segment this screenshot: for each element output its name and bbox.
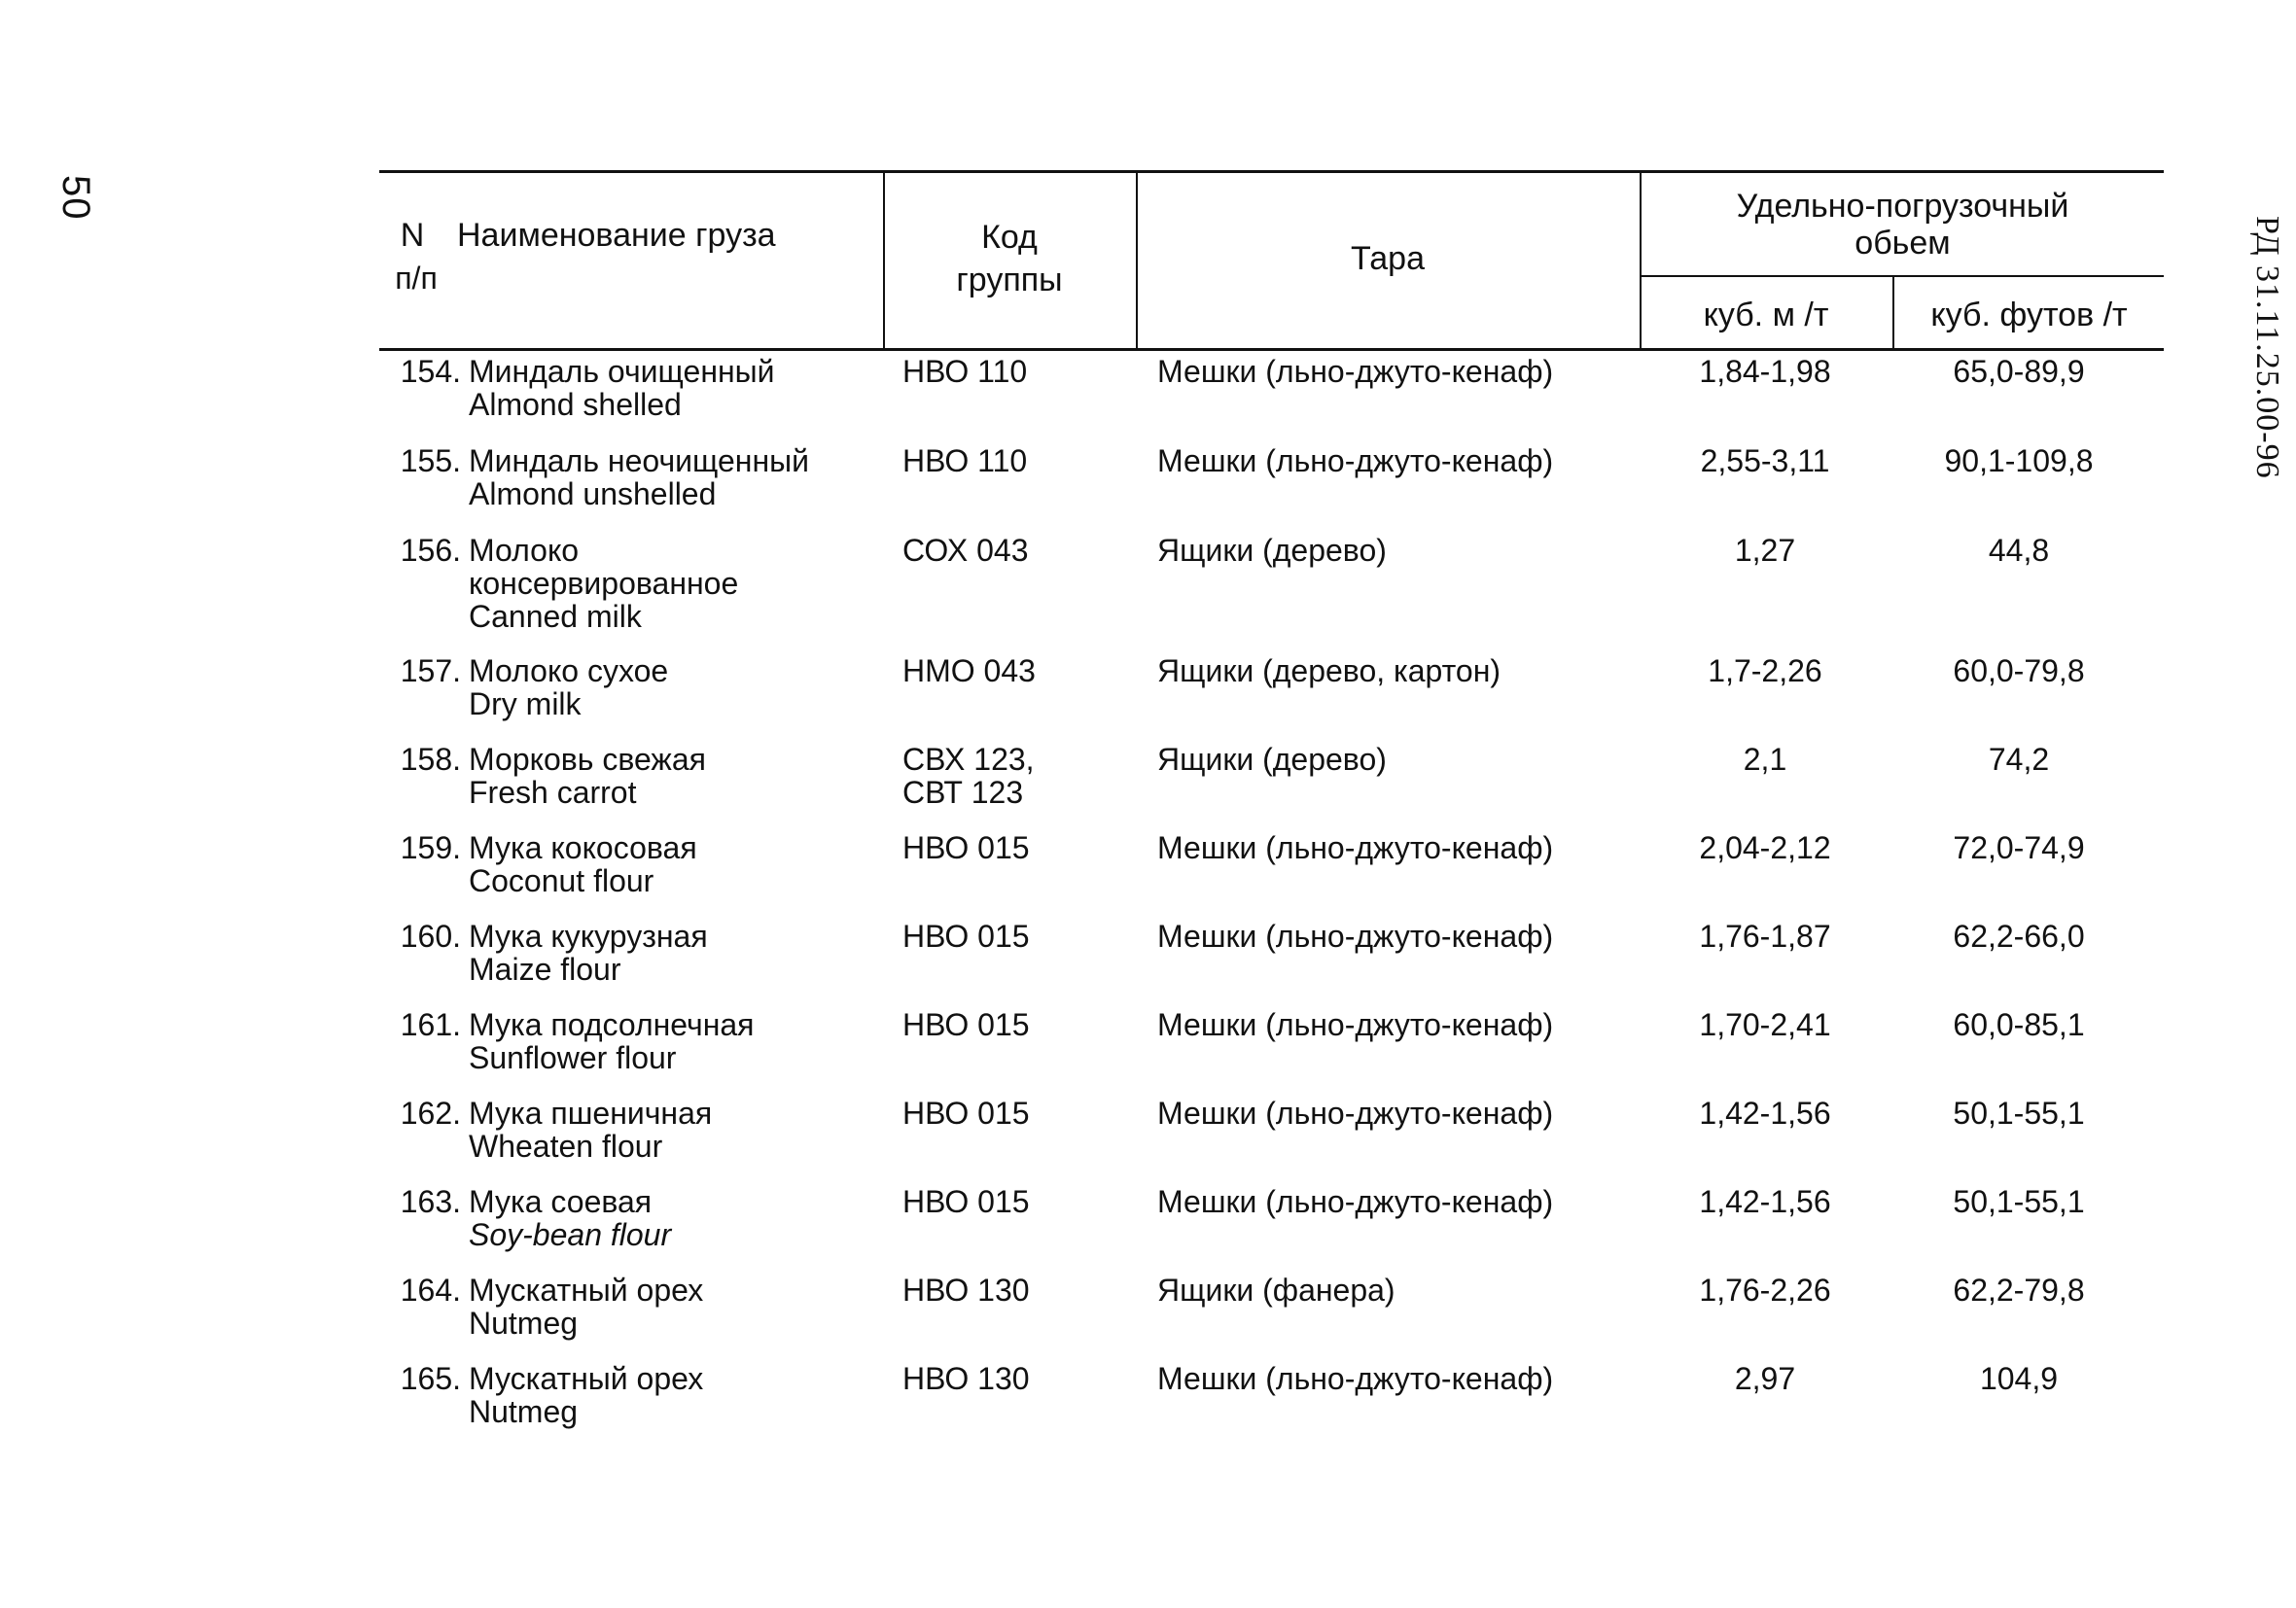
- row-number: 164.: [400, 1273, 461, 1308]
- cargo-name-ru: Миндаль неочищенный: [469, 443, 809, 478]
- row-number: 156.: [400, 533, 461, 568]
- cargo-name: [469, 743, 858, 809]
- row-number: 157.: [400, 653, 461, 688]
- cargo-name-ru: Молоко: [469, 533, 580, 568]
- group-code: [902, 1097, 1136, 1130]
- group-code-line: НВО 130: [902, 1273, 1030, 1308]
- cargo-name: [469, 1362, 858, 1428]
- group-code-line: СВХ 123,: [902, 742, 1035, 777]
- group-code-line: НВО 015: [902, 830, 1030, 865]
- row-number: 158.: [400, 742, 461, 777]
- cub-ft-cell: 72,0-74,9: [1953, 830, 2085, 865]
- tare-cell: Ящики (дерево): [1157, 742, 1387, 777]
- table-row: [379, 355, 2164, 444]
- group-code: [902, 534, 1136, 567]
- group-code: [902, 355, 1136, 388]
- row-number: 163.: [400, 1184, 461, 1219]
- document-code: РД 31.11.25.00-96: [2249, 216, 2285, 479]
- cargo-name-en: Almond shelled: [469, 387, 682, 422]
- group-code: [902, 1362, 1136, 1395]
- cargo-name-ru: Морковь свежая: [469, 742, 706, 777]
- cargo-name-ru: Мука подсолнечная: [469, 1007, 755, 1042]
- cub-ft-cell: 60,0-85,1: [1953, 1007, 2085, 1042]
- group-code-line: СОХ 043: [902, 533, 1029, 568]
- cargo-name-ru: Мука соевая: [469, 1184, 653, 1219]
- header-num: N: [400, 217, 425, 254]
- cargo-name-en: Sunflower flour: [469, 1040, 677, 1075]
- cub-m-cell: 2,1: [1743, 742, 1787, 777]
- header-subrule: [1640, 275, 2164, 277]
- group-code: [902, 1185, 1136, 1218]
- row-number: 160.: [400, 919, 461, 954]
- table-row: [379, 1097, 2164, 1185]
- cub-m-cell: 1,70-2,41: [1699, 1007, 1831, 1042]
- header-volume-sub: обьем: [1854, 225, 1951, 262]
- tare-cell: Мешки (льно-джуто-кенаф): [1157, 1007, 1554, 1042]
- cargo-name: [469, 534, 858, 633]
- cargo-name-en: Canned milk: [469, 599, 642, 634]
- cargo-name: [469, 1274, 858, 1340]
- table-row: [379, 1185, 2164, 1274]
- header-num-sub: п/п: [395, 261, 438, 296]
- table-row: [379, 831, 2164, 920]
- header-tare: Тара: [1351, 240, 1425, 277]
- cargo-name: [469, 1185, 858, 1251]
- table-top-rule: [379, 170, 2164, 173]
- cub-m-cell: 1,42-1,56: [1699, 1184, 1831, 1219]
- table-body: [379, 355, 2164, 1451]
- group-code: [902, 743, 1136, 809]
- cub-ft-cell: 65,0-89,9: [1953, 354, 2085, 389]
- row-number: 154.: [400, 354, 461, 389]
- cargo-name: [469, 444, 858, 510]
- cargo-name-en: Wheaten flour: [469, 1129, 663, 1164]
- cargo-name: [469, 831, 858, 897]
- cargo-name-en: Soy-bean flour: [469, 1217, 672, 1252]
- header-group-code: Код: [981, 219, 1038, 256]
- table-row: [379, 534, 2164, 654]
- header-cub-m: куб. м /т: [1703, 297, 1829, 333]
- table-row: [379, 1008, 2164, 1097]
- cargo-name-ru: Миндаль очищенный: [469, 354, 775, 389]
- row-number: 161.: [400, 1007, 461, 1042]
- group-code-line: НМО 043: [902, 653, 1036, 688]
- cargo-name-en: Maize flour: [469, 952, 621, 987]
- cargo-name-en: Almond unshelled: [469, 476, 717, 511]
- cargo-name-en: Dry milk: [469, 686, 582, 721]
- cargo-name-en: Nutmeg: [469, 1306, 579, 1341]
- cargo-name-ru: Мука кокосовая: [469, 830, 697, 865]
- cub-ft-cell: 104,9: [1979, 1361, 2059, 1396]
- group-code: [902, 920, 1136, 953]
- cargo-name-ru: Мука кукурузная: [469, 919, 708, 954]
- group-code-line: НВО 110: [902, 354, 1028, 389]
- cub-ft-cell: 50,1-55,1: [1953, 1184, 2085, 1219]
- cub-ft-cell: 50,1-55,1: [1953, 1096, 2085, 1131]
- tare-cell: Мешки (льно-джуто-кенаф): [1157, 830, 1554, 865]
- cub-m-cell: 2,97: [1734, 1361, 1796, 1396]
- cargo-name-ru: Мускатный орех: [469, 1273, 704, 1308]
- cub-m-cell: 1,7-2,26: [1708, 653, 1822, 688]
- cargo-name-en: Coconut flour: [469, 863, 654, 898]
- tare-cell: Мешки (льно-джуто-кенаф): [1157, 1184, 1554, 1219]
- table-header-rule: [379, 348, 2164, 351]
- header-group-code-sub: группы: [956, 262, 1063, 298]
- table-row: [379, 654, 2164, 743]
- cargo-name-ru: Мука пшеничная: [469, 1096, 713, 1131]
- cargo-name: [469, 1008, 858, 1074]
- cargo-name: [469, 355, 858, 421]
- cub-ft-cell: 62,2-66,0: [1953, 919, 2085, 954]
- cub-ft-cell: 60,0-79,8: [1953, 653, 2085, 688]
- tare-cell: Ящики (дерево): [1157, 533, 1387, 568]
- group-code: [902, 444, 1136, 477]
- group-code-line: НВО 015: [902, 1007, 1030, 1042]
- cub-ft-cell: 74,2: [1988, 742, 2050, 777]
- header-cargo-name: Наименование груза: [457, 217, 776, 254]
- group-code-line: СВТ 123: [902, 775, 1024, 810]
- cub-m-cell: 1,76-2,26: [1699, 1273, 1831, 1308]
- cub-m-cell: 2,04-2,12: [1699, 830, 1831, 865]
- cub-m-cell: 1,84-1,98: [1699, 354, 1831, 389]
- group-code-line: НВО 015: [902, 919, 1030, 954]
- group-code-line: НВО 015: [902, 1096, 1030, 1131]
- cargo-name-en: Fresh carrot: [469, 775, 637, 810]
- header-divider: [883, 173, 885, 348]
- cargo-name: [469, 1097, 858, 1163]
- cargo-name: [469, 920, 858, 986]
- table-row: [379, 743, 2164, 831]
- cub-ft-cell: 62,2-79,8: [1953, 1273, 2085, 1308]
- header-cub-ft: куб. футов /т: [1930, 297, 2128, 333]
- group-code: [902, 831, 1136, 864]
- group-code-line: НВО 110: [902, 443, 1028, 478]
- tare-cell: Мешки (льно-джуто-кенаф): [1157, 1096, 1554, 1131]
- group-code: [902, 654, 1136, 687]
- row-number: 159.: [400, 830, 461, 865]
- row-number: 162.: [400, 1096, 461, 1131]
- cub-m-cell: 2,55-3,11: [1700, 443, 1830, 478]
- group-code-line: НВО 015: [902, 1184, 1030, 1219]
- cargo-name-ru: Молоко сухое: [469, 653, 669, 688]
- cargo-name-ru: Мускатный орех: [469, 1361, 704, 1396]
- row-number: 165.: [400, 1361, 461, 1396]
- group-code: [902, 1008, 1136, 1041]
- group-code: [902, 1274, 1136, 1307]
- cub-ft-cell: 90,1-109,8: [1944, 443, 2094, 478]
- header-volume: Удельно-погрузочный: [1736, 188, 2069, 225]
- tare-cell: Ящики (дерево, картон): [1157, 653, 1501, 688]
- cub-m-cell: 1,42-1,56: [1699, 1096, 1831, 1131]
- cargo-name-en: Nutmeg: [469, 1394, 579, 1429]
- tare-cell: Мешки (льно-джуто-кенаф): [1157, 1361, 1554, 1396]
- cargo-name: [469, 654, 858, 720]
- cub-m-cell: 1,76-1,87: [1699, 919, 1831, 954]
- table-row: [379, 1362, 2164, 1451]
- tare-cell: Мешки (льно-джуто-кенаф): [1157, 919, 1554, 954]
- tare-cell: Мешки (льно-джуто-кенаф): [1157, 354, 1554, 389]
- group-code-line: НВО 130: [902, 1361, 1030, 1396]
- tare-cell: Ящики (фанера): [1157, 1273, 1395, 1308]
- cub-m-cell: 1,27: [1734, 533, 1796, 568]
- cargo-name-ru: консервированное: [469, 566, 739, 601]
- row-number: 155.: [400, 443, 461, 478]
- tare-cell: Мешки (льно-джуто-кенаф): [1157, 443, 1554, 478]
- table-row: [379, 1274, 2164, 1362]
- cub-ft-cell: 44,8: [1988, 533, 2050, 568]
- table-row: [379, 920, 2164, 1008]
- table-row: [379, 444, 2164, 534]
- page-number: 50: [54, 175, 97, 221]
